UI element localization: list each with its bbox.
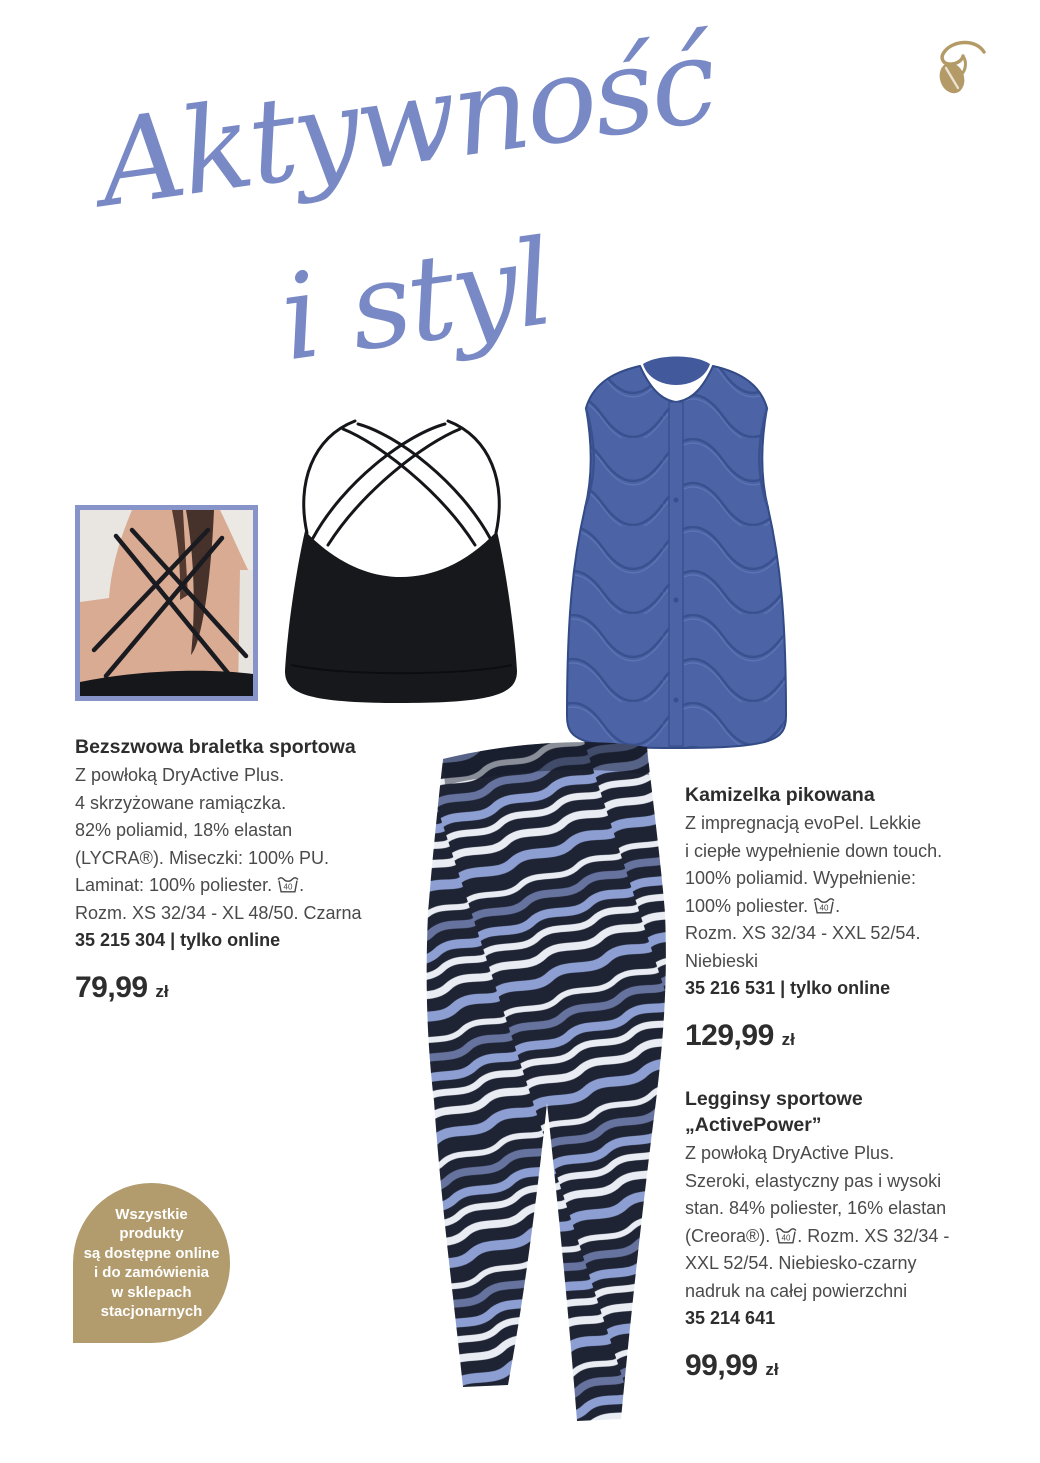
product-description: Z powłoką DryActive Plus. Szeroki, elastyczny pas i wysoki stan. 84% poliester, 16% elastan (Creora®). 40 . Rozm. XS 32/34 - XXL 52/54. Niebiesko-czarny nadruk na całej powierzchni xyxy=(685,1143,950,1301)
price-currency: zł xyxy=(781,1029,795,1049)
page-title-line1: Aktywność xyxy=(90,10,723,234)
product-braletka xyxy=(75,734,405,1005)
wash-symbol-icon xyxy=(775,1226,797,1244)
availability-badge xyxy=(73,1183,230,1343)
svg-text:40: 40 xyxy=(283,882,293,892)
product-name: Kamizelka pikowana xyxy=(685,784,875,806)
product-legginsy xyxy=(685,1086,1005,1383)
quilted-vest-image xyxy=(543,350,810,767)
wash-symbol-icon xyxy=(277,875,299,893)
product-description: Z impregnacją evoPel. Lekkie i ciepłe wypełnienie down touch. 100% poliamid. Wypełnienie: 100% poliester. 40 . Rozm. XS 32/34 - XXL 52/54. Niebieski xyxy=(685,813,943,971)
model-back-photo xyxy=(75,505,258,701)
page-title-line2: i styl xyxy=(272,213,559,388)
model-back-photo-image xyxy=(80,510,253,696)
price-amount: 79,99 xyxy=(75,970,148,1004)
product-price xyxy=(685,1349,1005,1383)
zebra-leggings-image xyxy=(413,733,680,1433)
svg-text:40: 40 xyxy=(819,902,829,912)
product-kamizelka xyxy=(685,782,1005,1053)
product-price xyxy=(685,1019,1005,1053)
brand-script-logo-icon xyxy=(928,34,992,102)
price-amount: 129,99 xyxy=(685,1018,774,1052)
wash-symbol-icon xyxy=(813,896,835,914)
price-currency: zł xyxy=(765,1359,779,1379)
price-currency: zł xyxy=(155,981,169,1001)
sports-bra-image xyxy=(283,413,520,710)
product-name: Legginsy sportowe „ActivePower” xyxy=(685,1088,863,1136)
price-amount: 99,99 xyxy=(685,1348,758,1382)
product-description: Z powłoką DryActive Plus. 4 skrzyżowane ramiączka. 82% poliamid, 18% elastan (LYCRA®). Miseczki: 100% PU. Laminat: 100% poliester. 40 . Rozm. XS 32/34 - XL 48/50. Czarna xyxy=(75,765,362,923)
availability-badge-text: Wszystkie produkty są dostępne online i do zamówienia w sklepach stacjonarnych xyxy=(83,1205,220,1320)
product-price xyxy=(75,971,405,1005)
svg-text:40: 40 xyxy=(781,1232,791,1242)
product-sku: 35 215 304 | tylko online xyxy=(75,930,281,950)
product-sku: 35 214 641 xyxy=(685,1308,776,1328)
product-name: Bezszwowa braletka sportowa xyxy=(75,736,356,758)
product-sku: 35 216 531 | tylko online xyxy=(685,978,891,998)
